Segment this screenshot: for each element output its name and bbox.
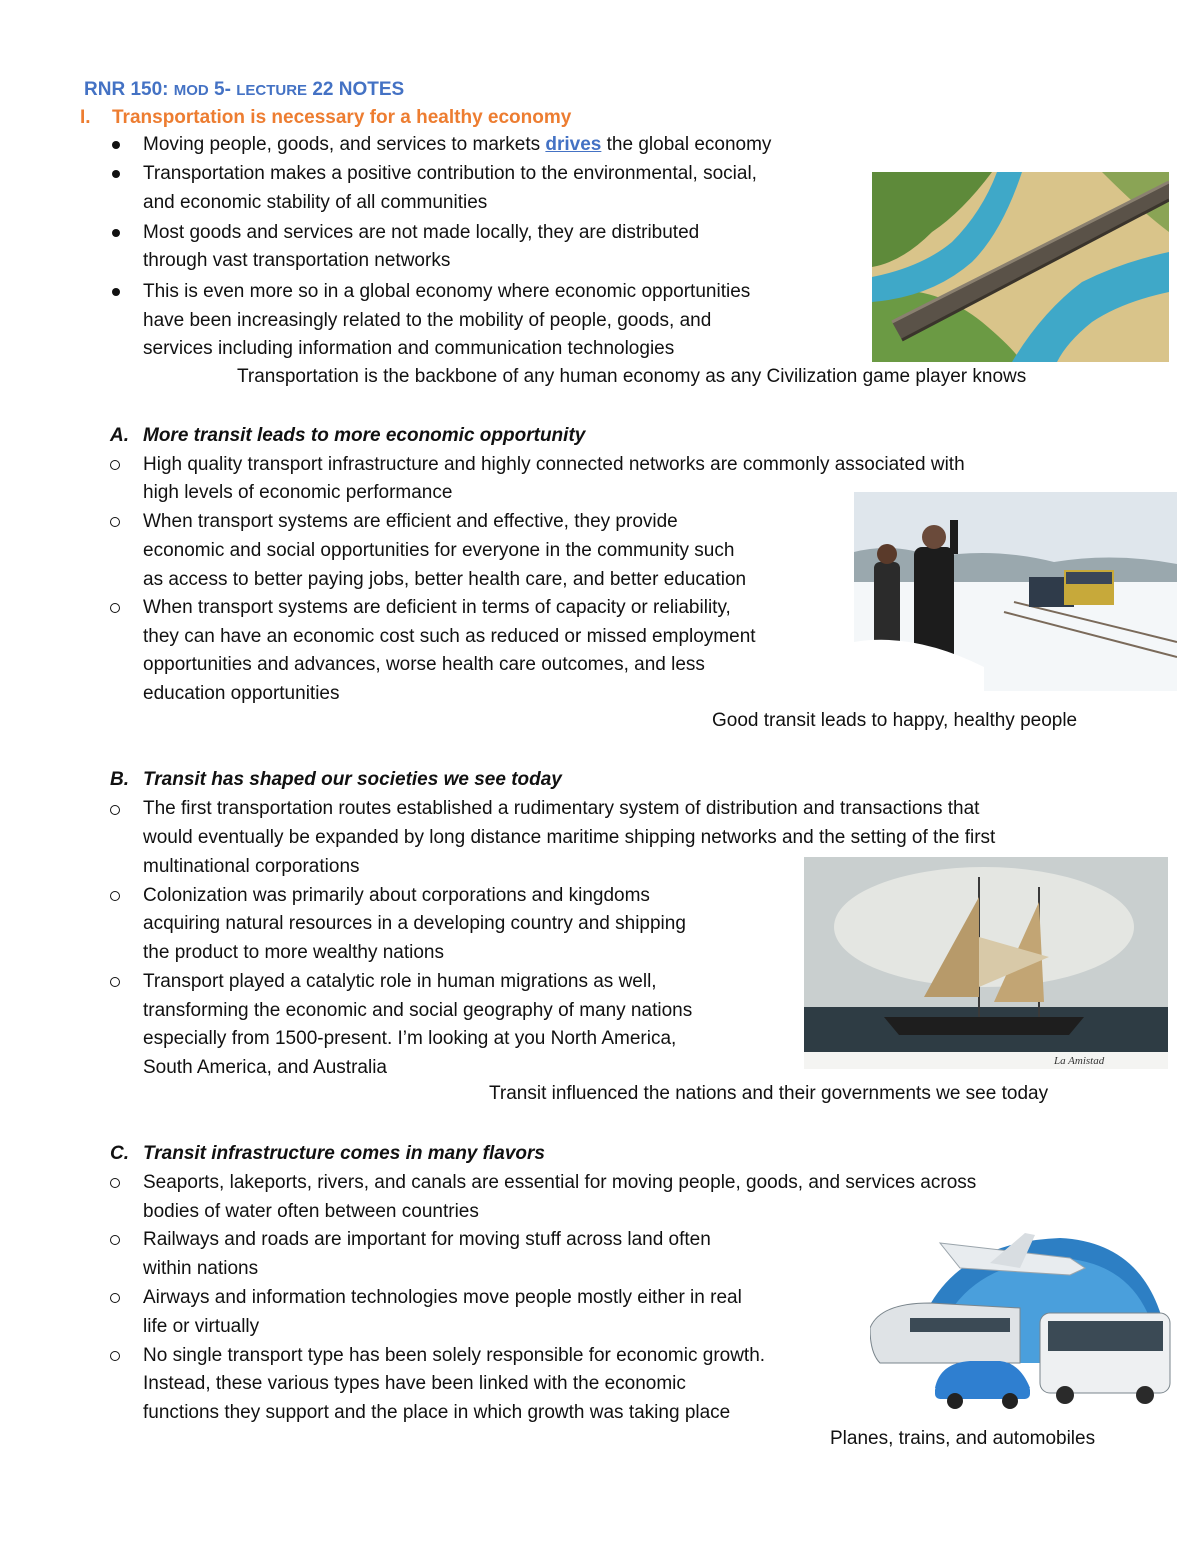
sailing-ship-painting (804, 857, 1168, 1069)
section-heading-a: A. More transit leads to more economic opportunity (110, 425, 586, 446)
bullet-text: Transportation makes a positive contribution to the environmental, social, (143, 163, 757, 184)
page-title: RNR 150: MOD 5- LECTURE 22 NOTES (84, 79, 405, 100)
bullet-dot (112, 170, 120, 178)
bullet-text: Most goods and services are not made locally, they are distributed (143, 222, 700, 243)
bullet-text: they can have an economic cost such as reduced or missed employment (143, 626, 756, 647)
bullet-dot (112, 288, 120, 296)
ship-title: La Amistad (1054, 1055, 1105, 1067)
section-heading-c: C. Transit infrastructure comes in many flavors (110, 1143, 545, 1164)
bullet-text: education opportunities (143, 683, 340, 704)
bullet-text: High quality transport infrastructure and highly connected networks are commonly associated with (143, 454, 965, 475)
bullet-text: South America, and Australia (143, 1057, 387, 1078)
bullet-text: and economic stability of all communities (143, 192, 488, 213)
bullet-text: Transport played a catalytic role in human migrations as well, (143, 971, 657, 992)
bullet-text: This is even more so in a global economy where economic opportunities (143, 281, 751, 302)
bullet-text: functions they support and the place in which growth was taking place (143, 1402, 731, 1423)
transport-clipart (870, 1213, 1176, 1417)
bullet-text: services including information and communication technologies (143, 338, 675, 359)
bullet-circle (110, 1178, 120, 1188)
bullet-text: through vast transportation networks (143, 250, 451, 271)
bullet-text: opportunities and advances, worse health care outcomes, and less (143, 654, 705, 675)
image-caption: Planes, trains, and automobiles (830, 1428, 1096, 1449)
bullet-text: Airways and information technologies move people mostly either in real (143, 1287, 742, 1308)
bullet-dot (112, 141, 120, 149)
bullet-text: bodies of water often between countries (143, 1201, 479, 1222)
bullet-text: Railways and roads are important for moving stuff across land often (143, 1229, 711, 1250)
bullet-text: Seaports, lakeports, rivers, and canals are essential for moving people, goods, and services across (143, 1172, 977, 1193)
bullet-text: multinational corporations (143, 856, 360, 877)
bullet-text: acquiring natural resources in a developing country and shipping (143, 913, 686, 934)
bullet-circle (110, 517, 120, 527)
bullet-text: have been increasingly related to the mobility of people, goods, and (143, 310, 712, 331)
bullet-circle (110, 1293, 120, 1303)
bullet-text: within nations (143, 1258, 259, 1279)
bullet-text: high levels of economic performance (143, 482, 453, 503)
bullet-text: The first transportation routes established a rudimentary system of distribution and transactions that (143, 798, 980, 819)
bullet-text: life or virtually (143, 1316, 260, 1337)
bullet-text: the product to more wealthy nations (143, 942, 445, 963)
bullet-text: Instead, these various types have been linked with the economic (143, 1373, 686, 1394)
bullet-text: When transport systems are efficient and effective, they provide (143, 511, 678, 532)
bullet-text: When transport systems are deficient in terms of capacity or reliability, (143, 597, 731, 618)
bullet-text: Moving people, goods, and services to markets drives the global economy (143, 134, 772, 155)
bullet-circle (110, 805, 120, 815)
bullet-text: economic and social opportunities for everyone in the community such (143, 540, 735, 561)
bullet-text: Colonization was primarily about corporations and kingdoms (143, 885, 650, 906)
bullet-text: as access to better paying jobs, better health care, and better education (143, 569, 747, 590)
bullet-text: transforming the economic and social geography of many nations (143, 1000, 693, 1021)
bullet-text: especially from 1500-present. I’m looking at you North America, (143, 1028, 677, 1049)
image-caption: Transportation is the backbone of any human economy as any Civilization game player knows (237, 366, 1027, 387)
section-heading-b: B. Transit has shaped our societies we see today (110, 769, 562, 790)
bullet-circle (110, 891, 120, 901)
drives-link[interactable]: drives (545, 134, 602, 155)
bullet-circle (110, 460, 120, 470)
civilization-bridge-image (872, 172, 1169, 362)
bullet-circle (110, 1235, 120, 1245)
image-caption: Good transit leads to happy, healthy people (712, 710, 1078, 731)
image-caption: Transit influenced the nations and their governments we see today (489, 1083, 1049, 1104)
bullet-circle (110, 1351, 120, 1361)
bullet-dot (112, 229, 120, 237)
section-heading-i: I. Transportation is necessary for a healthy economy (80, 107, 572, 128)
bullet-text: would eventually be expanded by long distance maritime shipping networks and the setting of the first (143, 827, 996, 848)
bullet-circle (110, 977, 120, 987)
bullet-circle (110, 603, 120, 613)
bullet-text: No single transport type has been solely responsible for economic growth. (143, 1345, 766, 1366)
snow-train-photo (854, 492, 1177, 691)
